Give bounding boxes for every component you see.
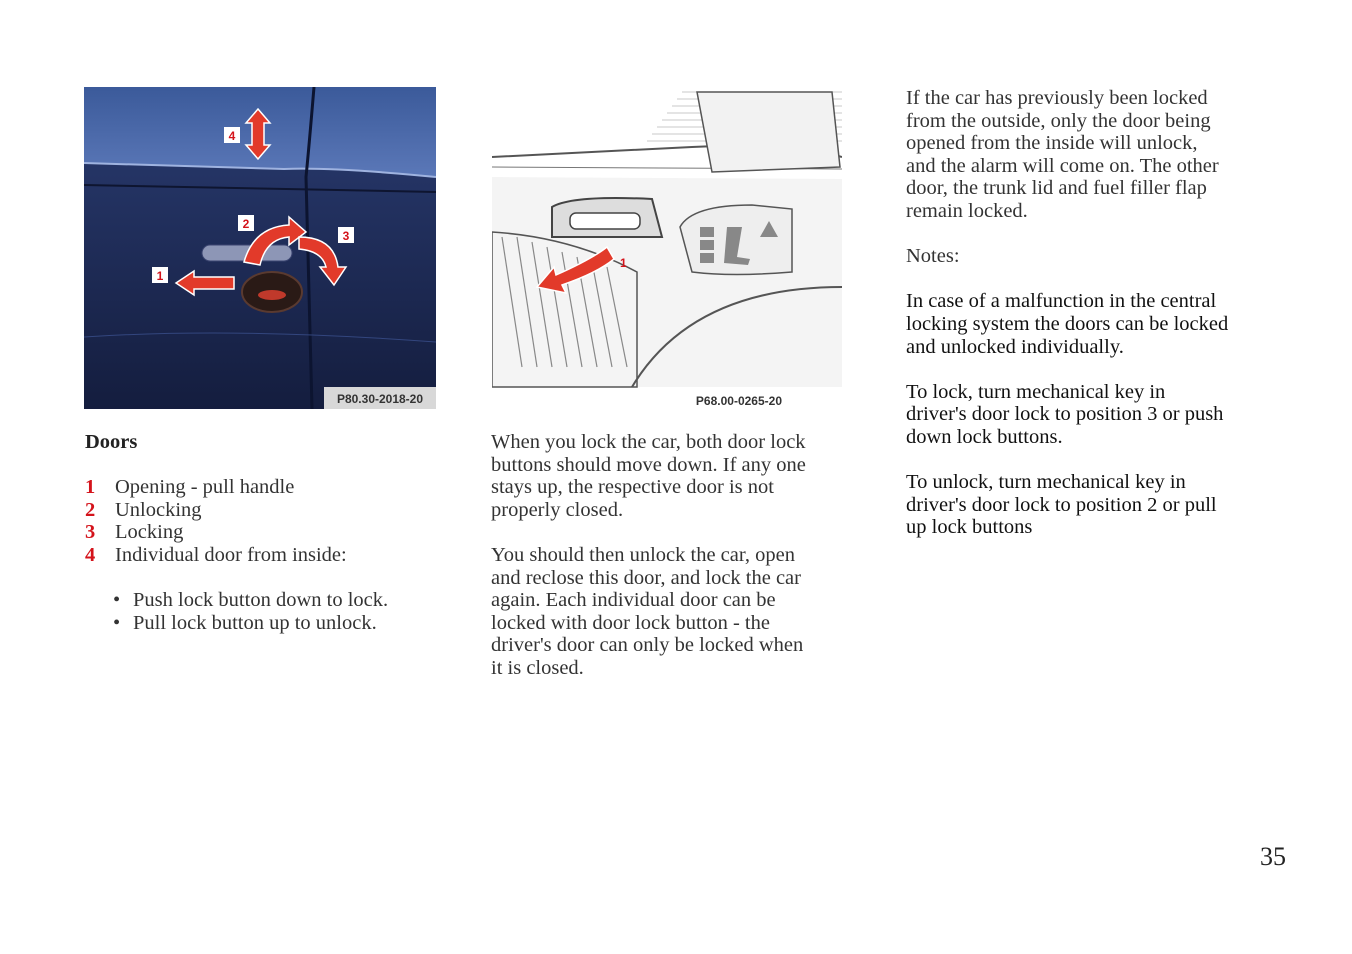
text-line: remain locked. (906, 199, 1028, 222)
figure-code: P80.30-2018-20 (336, 392, 424, 406)
list-item: 4 Individual door from inside: (85, 543, 347, 566)
text-line: again. Each individual door can be (491, 589, 776, 612)
list-item: 2 Unlocking (85, 498, 202, 521)
callout-1-interior: 1 (620, 256, 627, 270)
bullet-item: • Push lock button down to lock. (113, 589, 389, 612)
text-line: If the car has previously been locked (906, 87, 1208, 109)
text-line: You should then unlock the car, open (491, 543, 795, 566)
notes-label: Notes: (906, 245, 960, 268)
text-line: and reclose this door, and lock the car (491, 566, 801, 589)
text-line: To lock, turn mechanical key in (906, 380, 1166, 403)
text-line: buttons should move down. If any one (491, 453, 806, 476)
doors-column (85, 431, 465, 634)
text-line: locking system the doors can be locked (906, 312, 1229, 335)
text-line: properly closed. (491, 498, 624, 521)
section-heading: Doors (85, 431, 138, 453)
text-line: To unlock, turn mechanical key in (906, 471, 1186, 494)
text-line: driver's door can only be locked when (491, 634, 804, 657)
bullet-item: • Pull lock button up to unlock. (113, 611, 377, 634)
text-line: and unlocked individually. (906, 335, 1124, 358)
text-line: In case of a malfunction in the central (906, 290, 1217, 313)
callout-1: 1 (156, 269, 164, 283)
text-line: down lock buttons. (906, 425, 1063, 448)
text-line: and the alarm will come on. The other (906, 154, 1219, 177)
text-line: it is closed. (491, 656, 584, 679)
notes-column (906, 87, 1286, 539)
text-line: When you lock the car, both door lock (491, 431, 806, 453)
callout-2: 2 (242, 217, 250, 231)
list-item: 1 Opening - pull handle (85, 476, 295, 499)
page-number: 35 (1260, 842, 1286, 871)
door-interior-illustration (492, 87, 842, 412)
callout-4: 4 (228, 129, 236, 143)
figure-code-interior: P68.00-0265-20 (695, 394, 782, 408)
text-line: door, the trunk lid and fuel filler flap (906, 177, 1207, 200)
text-line: driver's door lock to position 3 or push (906, 403, 1224, 426)
door-exterior-illustration (84, 87, 436, 409)
lock-check-column (491, 431, 856, 680)
text-line: locked with door lock button - the (491, 611, 770, 634)
text-line: opened from the inside will unlock, (906, 132, 1198, 155)
text-line: up lock buttons (906, 516, 1033, 539)
text-line: stays up, the respective door is not (491, 476, 774, 499)
text-line: driver's door lock to position 2 or pull (906, 493, 1217, 516)
callout-3: 3 (342, 229, 350, 243)
list-item: 3 Locking (85, 521, 184, 544)
text-line: from the outside, only the door being (906, 109, 1211, 132)
